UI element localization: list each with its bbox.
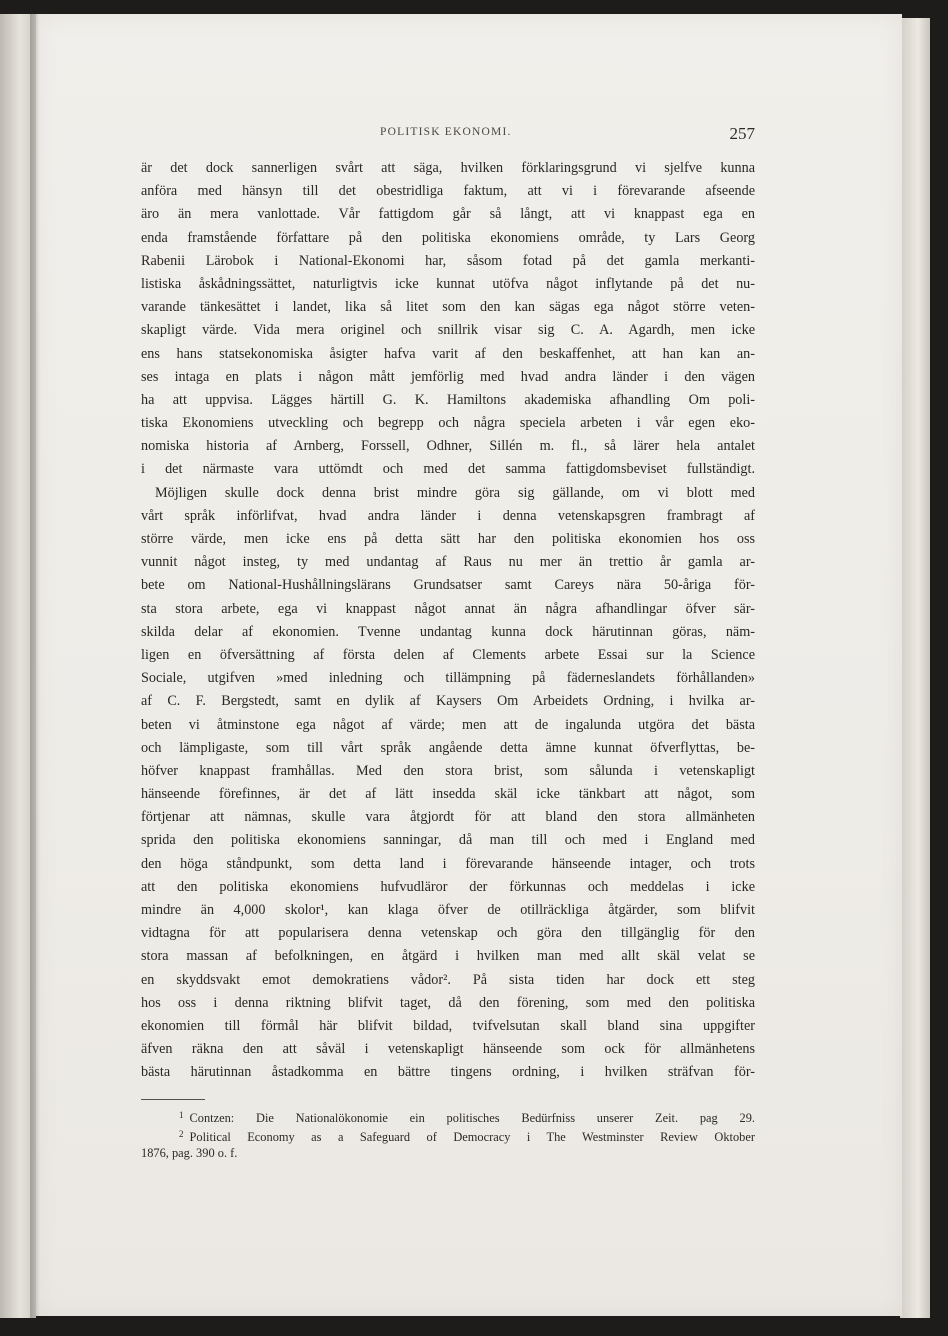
text-line: vunnit något insteg, ty med undantag af Raus nu mer än trettio år gamla ar- <box>141 554 755 571</box>
text-line: förtjenar att nämnas, skulle vara åtgjordt för att bland den stora allmänheten <box>141 809 755 826</box>
footnote-line <box>141 1144 755 1163</box>
text-line: ha att uppvisa. Lägges härtill G. K. Hamiltons akademiska afhandling Om poli- <box>141 391 755 408</box>
text-line: varande tänkesättet i landet, lika så litet som den kan sägas ega något större veten- <box>141 299 755 316</box>
footnote-separator <box>141 1099 205 1100</box>
text-line: att den politiska ekonomiens hufvudläror der förkunnas och meddelas i icke <box>141 878 755 895</box>
footnote-text: 1876, pag. 390 o. f. <box>141 1146 238 1160</box>
text-line: af C. F. Bergstedt, samt en dylik af Kaysers Om Arbeidets Ordning, i hvilka ar- <box>141 693 755 710</box>
footnote-text: Contzen: Die Nationalökonomie ein politisches Bedürfniss unserer Zeit. pag 29. <box>189 1111 755 1125</box>
text-line: i det närmaste vara uttömdt och med det samma fattigdomsbeviset fullständigt. <box>141 461 755 478</box>
text-line: vårt språk införlifvat, hvad andra länder i denna vetenskapsgren frambragt af <box>141 507 755 524</box>
text-line: en skyddsvakt emot demokratiens vådor². På sista tiden har dock ett steg <box>141 971 755 988</box>
text-line: äfven räkna den att såväl i vetenskapligt hänseende som ock för allmänhetens <box>141 1041 755 1058</box>
text-line: nomiska historia af Arnberg, Forssell, Odhner, Sillén m. fl., så lärer hela antalet <box>141 438 755 455</box>
text-line: hänseende förefinnes, är det af lätt insedda skäl icke tänkbart att något, som <box>141 786 755 803</box>
text-line: sta stora arbete, ega vi knappast något annat än några afhandlingar öfver sär- <box>141 600 755 617</box>
text-line: listiska åskådningssättet, naturligtvis icke kunnat utöfva något inflytande på det nu- <box>141 275 755 292</box>
page-number: 257 <box>729 124 755 143</box>
text-line: Möjligen skulle dock denna brist mindre göra sig gällande, om vi blott med <box>155 484 755 501</box>
text-line: bete om National-Hushållningslärans Grundsatser samt Careys nära 50-åriga för- <box>141 577 755 594</box>
text-line: beten vi åtminstone ega något af värde; men att de ingalunda utgöra det bästa <box>141 716 755 733</box>
spine-shadow <box>30 14 40 1318</box>
footnote-text: Political Economy as a Safeguard of Democracy i The Westminster Review Oktober <box>189 1130 755 1144</box>
text-line: Rabenii Lärobok i National-Ekonomi har, såsom fotad på det gamla merkanti- <box>141 252 755 269</box>
text-line: ses intaga en plats i någon mått jemförlig med hvad andra länder i den vägen <box>141 368 755 385</box>
text-line: skilda delar af ekonomien. Tvenne undantag kunna dock härutinnan göras, näm- <box>141 623 755 640</box>
text-line: tiska Ekonomiens utveckling och begrepp och några speciela arbeten i vår egen eko- <box>141 415 755 432</box>
footnote-marker: 2 <box>179 1129 184 1139</box>
footnotes <box>141 1106 755 1163</box>
text-line: hos oss i denna riktning blifvit taget, då den förening, som med den politiska <box>141 994 755 1011</box>
text-line: ligen en öfversättning af första delen af Clements arbete Essai sur la Science <box>141 646 755 663</box>
text-line: vidtagna för att popularisera denna vetenskap och göra den tillgänglig för den <box>141 925 755 942</box>
page-header <box>100 124 755 144</box>
text-line: ens hans statsekonomiska åsigter hafva varit af den beskaffenhet, att han kan an- <box>141 345 755 362</box>
running-head: POLITISK EKONOMI. <box>380 126 512 138</box>
footnote-line <box>141 1125 755 1144</box>
text-line: anföra med hänsyn till det obestridliga faktum, att vi i förevarande afseende <box>141 183 755 200</box>
text-line: sprida den politiska ekonomiens sanningar, då man till och med i England med <box>141 832 755 849</box>
text-line: Sociale, utgifven »med inledning och tillämpning på fäderneslandets förhållanden» <box>141 670 755 687</box>
text-line: mindre än 4,000 skolor¹, kan klaga öfver de otillräckliga åtgärder, som blifvit <box>141 902 755 918</box>
text-line: höfver knappast framhållas. Med den stora brist, som sålunda i vetenskapligt <box>141 762 755 779</box>
text-line: äro än mera vanlottade. Vår fattigdom går så långt, att vi knappast ega en <box>141 206 755 223</box>
text-line: skapligt värde. Vida mera originel och snillrik visar sig C. A. Agardh, men icke <box>141 322 755 339</box>
text-line: stora massan af befolkningen, en åtgärd i hvilken man med allt skäl velat se <box>141 948 755 965</box>
text-line: den höga ståndpunkt, som detta land i förevarande hänseende intager, och trots <box>141 855 755 872</box>
text-line: och lämpligaste, som till vårt språk angående detta ämne kunnat öfverflyttas, be- <box>141 739 755 756</box>
body-text <box>141 157 755 1085</box>
text-line: är det dock sannerligen svårt att säga, hvilken förklaringsgrund vi sjelfve kunna <box>141 160 755 176</box>
text-line: bästa härutinnan åstadkomma en bättre tingens ordning, i hvilken sträfvan för- <box>141 1064 755 1081</box>
text-line: större värde, men icke ens på detta sätt har den politiska ekonomien hos oss <box>141 531 755 547</box>
footnote-line <box>141 1106 755 1125</box>
footnote-marker: 1 <box>179 1110 184 1120</box>
text-line: enda framstående författare på den politiska ekonomiens område, ty Lars Georg <box>141 229 755 246</box>
page-stack-edge <box>900 18 930 1318</box>
text-line: ekonomien till förmål här blifvit bildad, tvifvelsutan skall bland sina uppgifter <box>141 1017 755 1034</box>
